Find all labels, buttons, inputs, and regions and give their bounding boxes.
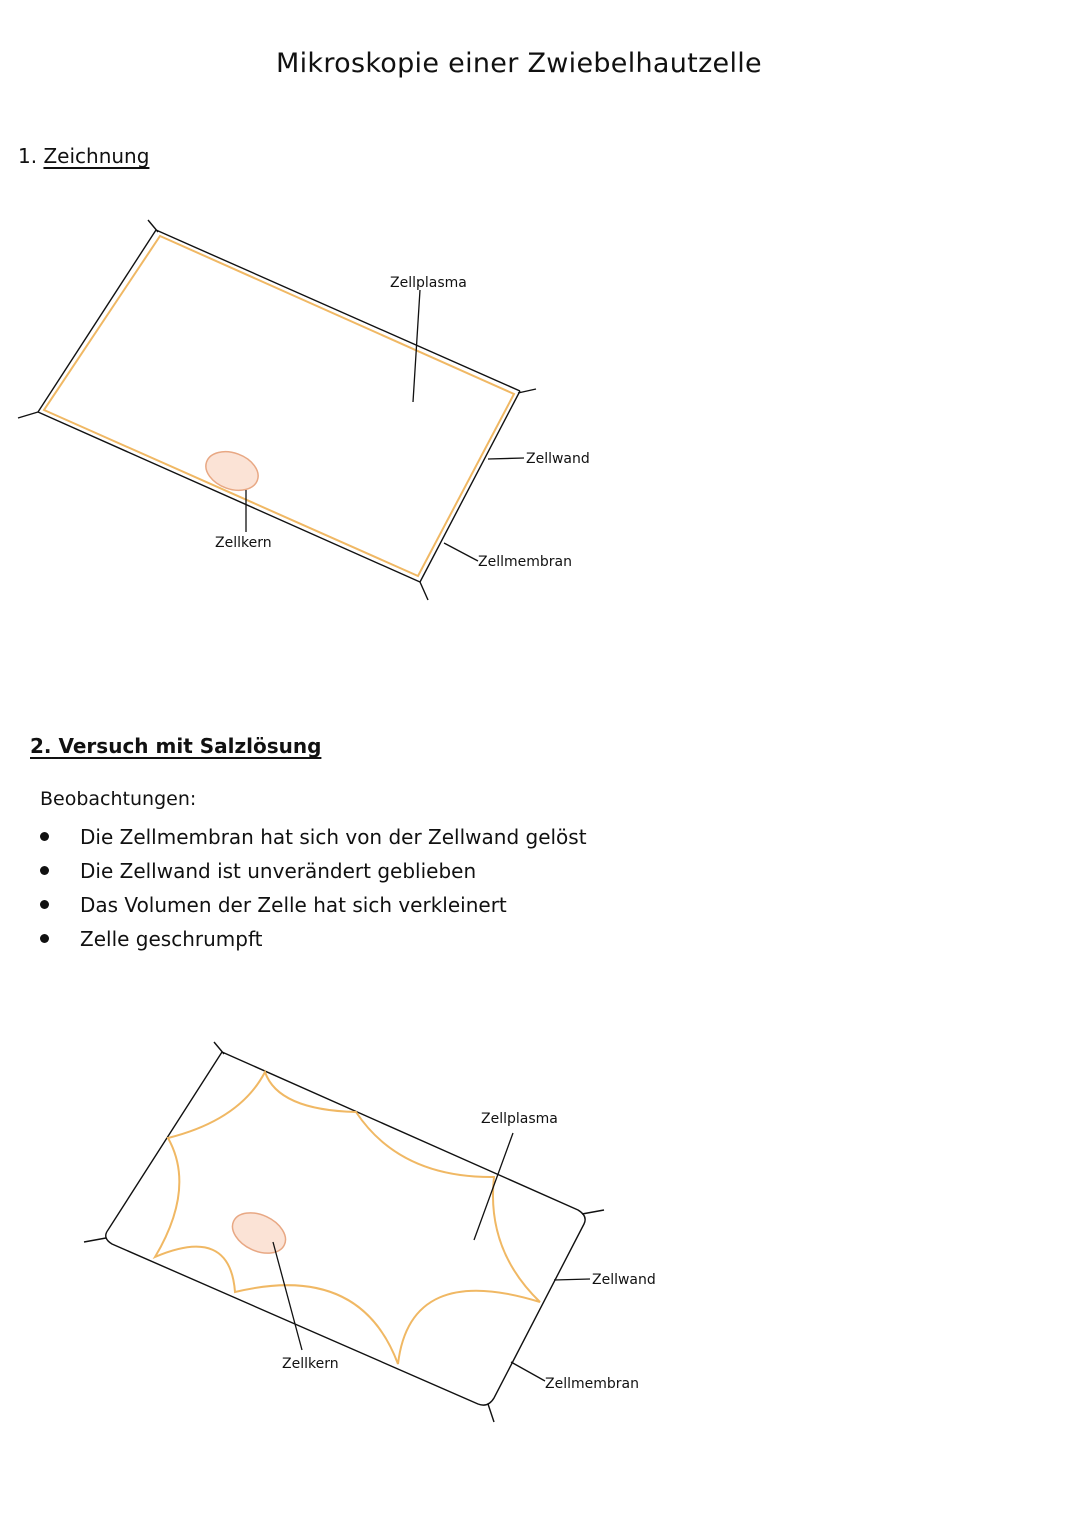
leader-zellkern-2 [273, 1242, 302, 1350]
list-item: Zelle geschrumpft [40, 922, 587, 956]
label-zellmembran-1: Zellmembran [478, 554, 572, 570]
leader-zellwand-2 [554, 1279, 590, 1280]
label-zellplasma-2: Zellplasma [481, 1111, 558, 1127]
section-1-title: Zeichnung [43, 144, 150, 168]
section-2-title: Versuch mit Salzlösung [58, 734, 322, 758]
label-zellkern-2: Zellkern [282, 1356, 339, 1372]
cell-wall-plasmolysis [84, 1042, 604, 1422]
leader-zellmembran-2 [511, 1362, 545, 1381]
label-zellwand-2: Zellwand [592, 1272, 656, 1288]
label-zellmembran-2: Zellmembran [545, 1376, 639, 1392]
leader-zellplasma-2 [474, 1133, 513, 1240]
label-zellkern-1: Zellkern [215, 535, 272, 551]
list-item: Die Zellmembran hat sich von der Zellwand gelöst [40, 820, 587, 854]
label-zellwand-1: Zellwand [526, 451, 590, 467]
list-item: Das Volumen der Zelle hat sich verkleinert [40, 888, 587, 922]
section-1-number: 1. [18, 144, 38, 168]
label-zellplasma-1: Zellplasma [390, 275, 467, 291]
section-2-number: 2. [30, 734, 52, 758]
cell-nucleus-plasmolysis [226, 1205, 292, 1261]
page-title: Mikroskopie einer Zwiebelhautzelle [276, 48, 762, 79]
observations-label: Beobachtungen: [40, 788, 197, 810]
list-item: Die Zellwand ist unverändert geblieben [40, 854, 587, 888]
